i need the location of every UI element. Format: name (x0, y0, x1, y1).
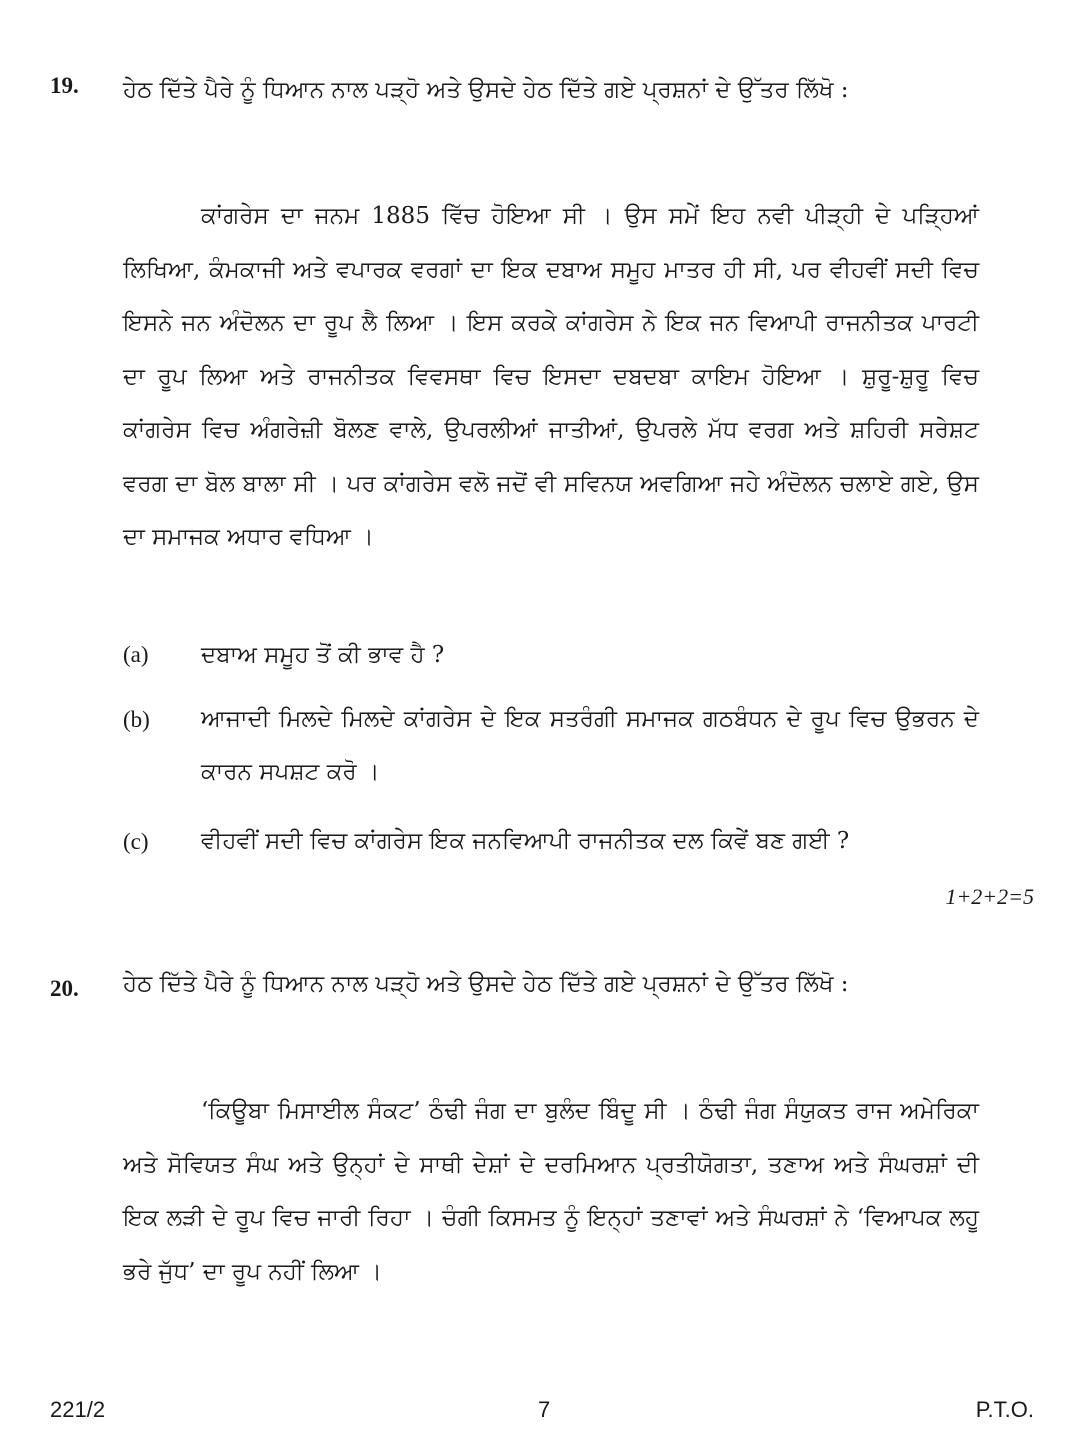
question-20-passage: ‘ਕਿਊਬਾ ਮਿਸਾਈਲ ਸੰਕਟ’ ਠੰਢੀ ਜੰਗ ਦਾ ਬੁਲੰਦ ਬਿੰਦੂ ਸੀ । ਠੰਢੀ ਜੰਗ ਸੰਯੁਕਤ ਰਾਜ ਅਮੇਰਿਕਾ ਅਤੇ ਸੋਵਿਯਤ ਸੰਘ ਅਤੇ ਉਨ੍ਹਾਂ ਦੇ ਸਾਥੀ ਦੇਸ਼ਾਂ ਦੇ ਦਰਮਿਆਨ ਪ੍ਰਤੀਯੋਗਤਾ, ਤਣਾਅ ਅਤੇ ਸੰਘਰਸ਼ਾਂ ਦੀ ਇਕ ਲੜੀ ਦੇ ਰੂਪ ਵਿਚ ਜਾਰੀ ਰਿਹਾ । ਚੰਗੀ ਕਿਸਮਤ ਨੂੰ ਇਨ੍ਹਾਂ ਤਣਾਵਾਂ ਅਤੇ ਸੰਘਰਸ਼ਾਂ ਨੇ ‘ਵਿਆਪਕ ਲਹੂ ਭਰੇ ਜੁੱਧ’ ਦਾ ਰੂਪ ਨਹੀਂ ਲਿਆ । (123, 1098, 979, 1285)
please-turn-over: P.T.O. (975, 1397, 1034, 1422)
question-19-passage: ਕਾਂਗਰੇਸ ਦਾ ਜਨਮ 1885 ਵਿੱਚ ਹੋਇਆ ਸੀ । ਉਸ ਸਮੇਂ ਇਹ ਨਵੀ ਪੀੜ੍ਹੀ ਦੇ ਪੜ੍ਹਿਆਂ ਲਿਖਿਆ, ਕੰਮਕਾਜੀ ਅਤੇ ਵਪਾਰਕ ਵਰਗਾਂ ਦਾ ਇਕ ਦਬਾਅ ਸਮੂਹ ਮਾਤਰ ਹੀ ਸੀ, ਪਰ ਵੀਹਵੀਂ ਸਦੀ ਵਿਚ ਇਸਨੇ ਜਨ ਅੰਦੋਲਨ ਦਾ ਰੂਪ ਲੈ ਲਿਆ । ਇਸ ਕਰਕੇ ਕਾਂਗਰੇਸ ਨੇ ਇਕ ਜਨ ਵਿਆਪੀ ਰਾਜਨੀਤਕ ਪਾਰਟੀ ਦਾ ਰੂਪ ਲਿਆ ਅਤੇ ਰਾਜਨੀਤਕ ਵਿਵਸਥਾ ਵਿਚ ਇਸਦਾ ਦਬਦਬਾ ਕਾਇਮ ਹੋਇਆ । ਸ਼ੁਰੂ-ਸ਼ੁਰੂ ਵਿਚ ਕਾਂਗਰੇਸ ਵਿਚ ਅੰਗਰੇਜ਼ੀ ਬੋਲਣ ਵਾਲੇ, ਉਪਰਲੀਆਂ ਜਾਤੀਆਂ, ਉਪਰਲੇ ਮੱਧ ਵਰਗ ਅਤੇ ਸ਼ਹਿਰੀ ਸਰੇਸ਼ਟ ਵਰਗ ਦਾ ਬੋਲ ਬਾਲਾ ਸੀ । ਪਰ ਕਾਂਗਰੇਸ ਵਲੋ ਜਦੋਂ ਵੀ ਸਵਿਨਯ ਅਵਗਿਆ ਜਹੇ ਅੰਦੋਲਨ ਚਲਾਏ ਗਏ, ਉਸ ਦਾ ਸਮਾਜਕ ਅਧਾਰ ਵਧਿਆ । (123, 203, 979, 550)
page-number: 7 (538, 1397, 551, 1422)
part-label: (b) (123, 707, 150, 732)
question-number-20: 20. (50, 976, 79, 1001)
part-label: (c) (123, 829, 149, 854)
question-19-marks: 1+2+2=5 (945, 884, 1034, 909)
part-label: (a) (123, 642, 149, 667)
question-number-19: 19. (50, 73, 79, 98)
part-text: ਵੀਹਵੀਂ ਸਦੀ ਵਿਚ ਕਾਂਗਰੇਸ ਇਕ ਜਨਵਿਆਪੀ ਰਾਜਨੀਤਕ ਦਲ ਕਿਵੇਂ ਬਣ ਗਈ ? (201, 828, 850, 854)
question-19-part-a (123, 625, 979, 685)
question-20-instruction: ਹੇਠ ਦਿੱਤੇ ਪੈਰੇ ਨੂੰ ਧਿਆਨ ਨਾਲ ਪੜ੍ਹੋ ਅਤੇ ਉਸਦੇ ਹੇਠ ਦਿੱਤੇ ਗਏ ਪ੍ਰਸ਼ਨਾਂ ਦੇ ਉੱਤਰ ਲਿੱਖੋ : (123, 971, 849, 997)
part-text: ਆਜਾਦੀ ਮਿਲਦੇ ਮਿਲਦੇ ਕਾਂਗਰੇਸ ਦੇ ਇਕ ਸਤਰੰਗੀ ਸਮਾਜਕ ਗਠਬੰਧਨ ਦੇ ਰੂਪ ਵਿਚ ਉਭਰਨ ਦੇ ਕਾਰਨ ਸਪਸ਼ਟ ਕਰੋ । (201, 706, 979, 785)
question-19-instruction: ਹੇਠ ਦਿੱਤੇ ਪੈਰੇ ਨੂੰ ਧਿਆਨ ਨਾਲ ਪੜ੍ਹੋ ਅਤੇ ਉਸਦੇ ਹੇਠ ਦਿੱਤੇ ਗਏ ਪ੍ਰਸ਼ਨਾਂ ਦੇ ਉੱਤਰ ਲਿੱਖੋ : (123, 77, 849, 103)
question-19-part-b (123, 693, 979, 799)
part-text: ਦਬਾਅ ਸਮੂਹ ਤੋਂ ਕੀ ਭਾਵ ਹੈ ? (201, 642, 445, 668)
paper-code: 221/2 (50, 1397, 106, 1422)
question-19-part-c (123, 815, 979, 868)
